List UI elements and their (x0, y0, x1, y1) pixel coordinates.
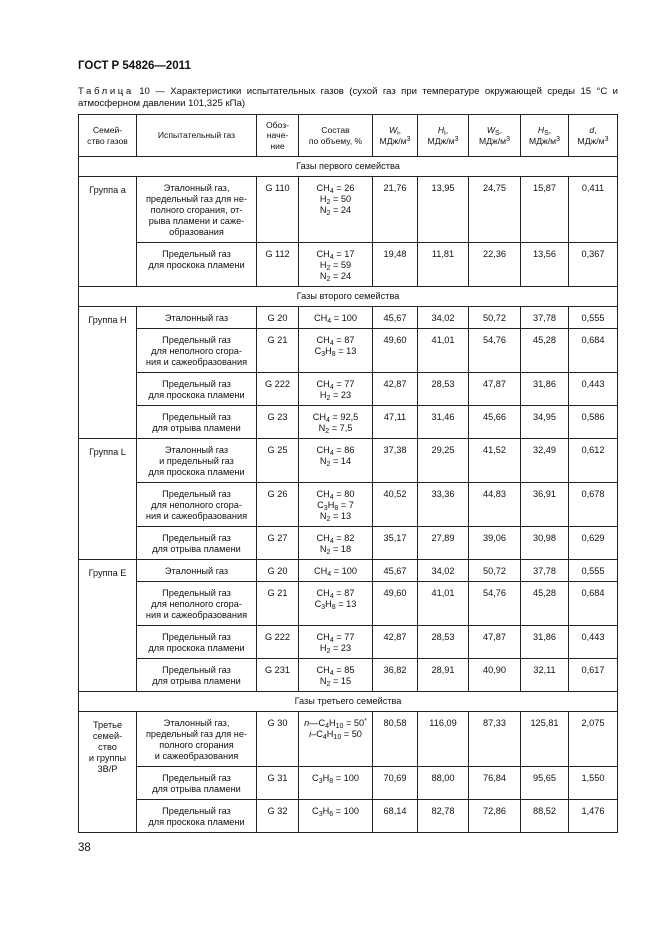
composition-line: $N_2 = 24$ (319, 205, 352, 217)
value-cell-d: 2,075 (569, 712, 618, 767)
value-cell-ws: 54,76 (469, 329, 521, 373)
gas-code-cell: G 222 (257, 626, 299, 659)
value-cell-hs: 37,78 (521, 560, 569, 582)
gas-code-cell: G 25 (257, 439, 299, 483)
gas-name-cell: Предельный газ для неполного сгора- ния и сажеобразования (137, 582, 257, 626)
value-cell-wi: 45,67 (373, 307, 418, 329)
table-row (79, 659, 618, 692)
value-cell-wi: 36,82 (373, 659, 418, 692)
composition-line: $H_2 = 59$ (319, 260, 352, 272)
composition-line: $CH_4 = 100$ (314, 313, 357, 325)
col-header-family: Семей- ство газов (79, 115, 137, 157)
gas-code-cell: G 30 (257, 712, 299, 767)
composition-cell (299, 582, 373, 626)
value-cell-ws: 72,86 (469, 800, 521, 833)
value-cell-wi: 21,76 (373, 177, 418, 243)
gas-code-cell: G 31 (257, 767, 299, 800)
section-title: Газы второго семейства (79, 287, 618, 307)
composition-cell (299, 659, 373, 692)
value-cell-d: 1,476 (569, 800, 618, 833)
composition-cell (299, 626, 373, 659)
col-header-code: Обоз- наче- ние (257, 115, 299, 157)
composition-line: $CH_4 = 77$ (316, 632, 355, 644)
composition-line: $CH_4 = 26$ (316, 183, 355, 195)
gas-code-cell: G 23 (257, 406, 299, 439)
value-cell-d: 0,678 (569, 483, 618, 527)
value-cell-ws: 50,72 (469, 560, 521, 582)
value-cell-hs: 125,81 (521, 712, 569, 767)
col-header-hi: $H_i$, МДж/$м^3$ (418, 115, 469, 157)
value-cell-d: 0,586 (569, 406, 618, 439)
gas-characteristics-table (78, 114, 618, 833)
value-cell-hs: 34,95 (521, 406, 569, 439)
value-cell-d: 0,411 (569, 177, 618, 243)
gas-code-cell: G 112 (257, 243, 299, 287)
gas-name-cell: Эталонный газ (137, 307, 257, 329)
gas-name-cell: Предельный газ для отрыва пламени (137, 527, 257, 560)
table-row (79, 560, 618, 582)
col-header-composition: Состав по объему, % (299, 115, 373, 157)
value-cell-hi: 27,89 (418, 527, 469, 560)
composition-cell (299, 483, 373, 527)
composition-line: $N_2 = 18$ (319, 544, 352, 556)
composition-line: $C_3H_8 = 13$ (314, 599, 357, 611)
value-cell-wi: 45,67 (373, 560, 418, 582)
value-cell-hi: 28,53 (418, 373, 469, 406)
table-row (79, 767, 618, 800)
table-row (79, 373, 618, 406)
composition-cell (299, 373, 373, 406)
table-row (79, 307, 618, 329)
gas-code-cell: G 110 (257, 177, 299, 243)
table-row (79, 243, 618, 287)
composition-line: $CH_4 = 80$ (316, 489, 355, 501)
gas-name-cell: Предельный газ для неполного сгора- ния и сажеобразования (137, 483, 257, 527)
value-cell-hs: 32,11 (521, 659, 569, 692)
value-cell-ws: 50,72 (469, 307, 521, 329)
table-header-row (79, 115, 618, 157)
composition-line: $CH_4 = 87$ (316, 335, 355, 347)
composition-cell (299, 712, 373, 767)
value-cell-hi: 29,25 (418, 439, 469, 483)
gas-code-cell: G 32 (257, 800, 299, 833)
value-cell-ws: 22,36 (469, 243, 521, 287)
value-cell-ws: 44,83 (469, 483, 521, 527)
composition-line: $H_2 = 50$ (319, 194, 352, 206)
section-header-row (79, 692, 618, 712)
value-cell-wi: 68,14 (373, 800, 418, 833)
value-cell-wi: 42,87 (373, 626, 418, 659)
value-cell-hs: 45,28 (521, 329, 569, 373)
value-cell-hs: 32,49 (521, 439, 569, 483)
gas-code-cell: G 222 (257, 373, 299, 406)
value-cell-hi: 28,91 (418, 659, 469, 692)
value-cell-hi: 116,09 (418, 712, 469, 767)
composition-cell (299, 243, 373, 287)
group-name-cell: Группа H (79, 307, 137, 439)
value-cell-wi: 19,48 (373, 243, 418, 287)
gas-code-cell: G 21 (257, 582, 299, 626)
gas-name-cell: Предельный газ для проскока пламени (137, 626, 257, 659)
value-cell-d: 0,617 (569, 659, 618, 692)
table-row (79, 439, 618, 483)
composition-line: $CH_4 = 100$ (314, 566, 357, 578)
group-name-cell: Группа а (79, 177, 137, 287)
value-cell-d: 0,612 (569, 439, 618, 483)
value-cell-hs: 36,91 (521, 483, 569, 527)
value-cell-hs: 30,98 (521, 527, 569, 560)
composition-line: $CH_4 = 87$ (316, 588, 355, 600)
col-header-hs: $H_S$, МДж/$м^3$ (521, 115, 569, 157)
value-cell-hi: 88,00 (418, 767, 469, 800)
value-cell-hs: 31,86 (521, 626, 569, 659)
composition-cell (299, 767, 373, 800)
section-title: Газы первого семейства (79, 157, 618, 177)
gas-code-cell: G 20 (257, 560, 299, 582)
composition-line: $CH_4 = 85$ (316, 665, 355, 677)
gas-name-cell: Предельный газ для отрыва пламени (137, 406, 257, 439)
gas-name-cell: Предельный газ для проскока пламени (137, 800, 257, 833)
value-cell-hi: 34,02 (418, 307, 469, 329)
gas-name-cell: Предельный газ для неполного сгора- ния и сажеобразования (137, 329, 257, 373)
value-cell-hi: 41,01 (418, 582, 469, 626)
table-row (79, 177, 618, 243)
value-cell-hs: 88,52 (521, 800, 569, 833)
value-cell-wi: 37,38 (373, 439, 418, 483)
group-name-cell: Группа E (79, 560, 137, 692)
table-row (79, 626, 618, 659)
value-cell-d: 1,550 (569, 767, 618, 800)
value-cell-ws: 87,33 (469, 712, 521, 767)
value-cell-wi: 40,52 (373, 483, 418, 527)
value-cell-ws: 41,52 (469, 439, 521, 483)
composition-line: $CH_4 = 86$ (316, 445, 355, 457)
composition-line: $N_2 = 13$ (319, 511, 352, 523)
value-cell-d: 0,555 (569, 307, 618, 329)
value-cell-hs: 13,56 (521, 243, 569, 287)
section-header-row (79, 157, 618, 177)
value-cell-wi: 35,17 (373, 527, 418, 560)
composition-cell (299, 329, 373, 373)
table-caption-label: Таблица (78, 86, 134, 97)
value-cell-ws: 47,87 (469, 626, 521, 659)
gas-name-cell: Предельный газ для отрыва пламени (137, 659, 257, 692)
table-caption (78, 86, 618, 110)
value-cell-wi: 80,58 (373, 712, 418, 767)
composition-line: $i-C_4H_{10} = 50$ (309, 729, 362, 741)
composition-cell (299, 406, 373, 439)
value-cell-wi: 49,60 (373, 329, 418, 373)
composition-line: $C_3H_8 = 13$ (314, 346, 357, 358)
value-cell-hi: 31,46 (418, 406, 469, 439)
value-cell-wi: 47,11 (373, 406, 418, 439)
gas-code-cell: G 27 (257, 527, 299, 560)
value-cell-d: 0,684 (569, 329, 618, 373)
composition-line: $N_2 = 7,5$ (318, 423, 353, 435)
composition-line: $C_3H_6 = 100$ (312, 806, 359, 818)
composition-cell (299, 800, 373, 833)
group-name-cell: Группа L (79, 439, 137, 560)
composition-cell (299, 527, 373, 560)
composition-line: $C_3H_8 = 7$ (317, 500, 354, 512)
value-cell-hi: 34,02 (418, 560, 469, 582)
table-row (79, 329, 618, 373)
gas-code-cell: G 26 (257, 483, 299, 527)
col-header-wi: $W_i$, МДж/$м^3$ (373, 115, 418, 157)
composition-line: $n—C_4H_{10} = 50^*$ (304, 718, 367, 730)
value-cell-wi: 49,60 (373, 582, 418, 626)
page-number: 38 (78, 842, 91, 854)
gas-name-cell: Эталонный газ, предельный газ для не- полного сгорания, от- рыва пламени и саже- образования (137, 177, 257, 243)
value-cell-d: 0,367 (569, 243, 618, 287)
composition-line: $N_2 = 24$ (319, 271, 352, 283)
composition-line: $CH_4 = 17$ (316, 249, 355, 261)
value-cell-hs: 37,78 (521, 307, 569, 329)
value-cell-ws: 40,90 (469, 659, 521, 692)
gas-name-cell: Предельный газ для проскока пламени (137, 373, 257, 406)
gas-name-cell: Эталонный газ, предельный газ для не- полного сгорания и сажеобразования (137, 712, 257, 767)
composition-line: $N_2 = 15$ (319, 676, 352, 688)
gas-code-cell: G 21 (257, 329, 299, 373)
value-cell-hi: 28,53 (418, 626, 469, 659)
table-row (79, 800, 618, 833)
value-cell-d: 0,684 (569, 582, 618, 626)
value-cell-hs: 95,65 (521, 767, 569, 800)
gas-name-cell: Предельный газ для отрыва пламени (137, 767, 257, 800)
section-header-row (79, 287, 618, 307)
table-row (79, 712, 618, 767)
col-header-gas: Испытательный газ (137, 115, 257, 157)
value-cell-ws: 24,75 (469, 177, 521, 243)
composition-line: $CH_4 = 92,5$ (312, 412, 359, 424)
composition-line: $C_3H_8 = 100$ (312, 773, 359, 785)
value-cell-ws: 39,06 (469, 527, 521, 560)
group-name-cell: Третье семей- ство и группы 3B/P (79, 712, 137, 833)
value-cell-ws: 47,87 (469, 373, 521, 406)
table-body (79, 157, 618, 833)
gas-code-cell: G 231 (257, 659, 299, 692)
table-row (79, 582, 618, 626)
composition-line: $CH_4 = 82$ (316, 533, 355, 545)
value-cell-d: 0,629 (569, 527, 618, 560)
value-cell-hs: 31,86 (521, 373, 569, 406)
value-cell-hi: 33,36 (418, 483, 469, 527)
composition-cell (299, 307, 373, 329)
value-cell-hi: 82,78 (418, 800, 469, 833)
table-row (79, 527, 618, 560)
value-cell-hi: 13,95 (418, 177, 469, 243)
gas-name-cell: Эталонный газ и предельный газ для проскока пламени (137, 439, 257, 483)
gas-name-cell: Предельный газ для проскока пламени (137, 243, 257, 287)
gas-name-cell: Эталонный газ (137, 560, 257, 582)
composition-line: $N_2 = 14$ (319, 456, 352, 468)
gas-code-cell: G 20 (257, 307, 299, 329)
composition-cell (299, 177, 373, 243)
value-cell-d: 0,555 (569, 560, 618, 582)
value-cell-d: 0,443 (569, 373, 618, 406)
col-header-d: d, МДж/$м^3$ (569, 115, 618, 157)
table-caption-text: 10 — Характеристики испытательных газов (сухой газ при температуре окружающей среды 15 °С и атмосферном давлении 101,325 кПа) (78, 86, 618, 109)
value-cell-wi: 42,87 (373, 373, 418, 406)
col-header-ws: $W_S$, МДж/$м^3$ (469, 115, 521, 157)
composition-cell (299, 560, 373, 582)
value-cell-ws: 45,66 (469, 406, 521, 439)
table-row (79, 483, 618, 527)
table-row (79, 406, 618, 439)
value-cell-hs: 45,28 (521, 582, 569, 626)
value-cell-wi: 70,69 (373, 767, 418, 800)
composition-line: $H_2 = 23$ (319, 390, 352, 402)
value-cell-ws: 54,76 (469, 582, 521, 626)
value-cell-ws: 76,84 (469, 767, 521, 800)
value-cell-hi: 41,01 (418, 329, 469, 373)
composition-line: $CH_4 = 77$ (316, 379, 355, 391)
document-header: ГОСТ Р 54826—2011 (78, 60, 191, 72)
section-title: Газы третьего семейства (79, 692, 618, 712)
value-cell-d: 0,443 (569, 626, 618, 659)
value-cell-hi: 11,81 (418, 243, 469, 287)
composition-cell (299, 439, 373, 483)
composition-line: $H_2 = 23$ (319, 643, 352, 655)
value-cell-hs: 15,87 (521, 177, 569, 243)
